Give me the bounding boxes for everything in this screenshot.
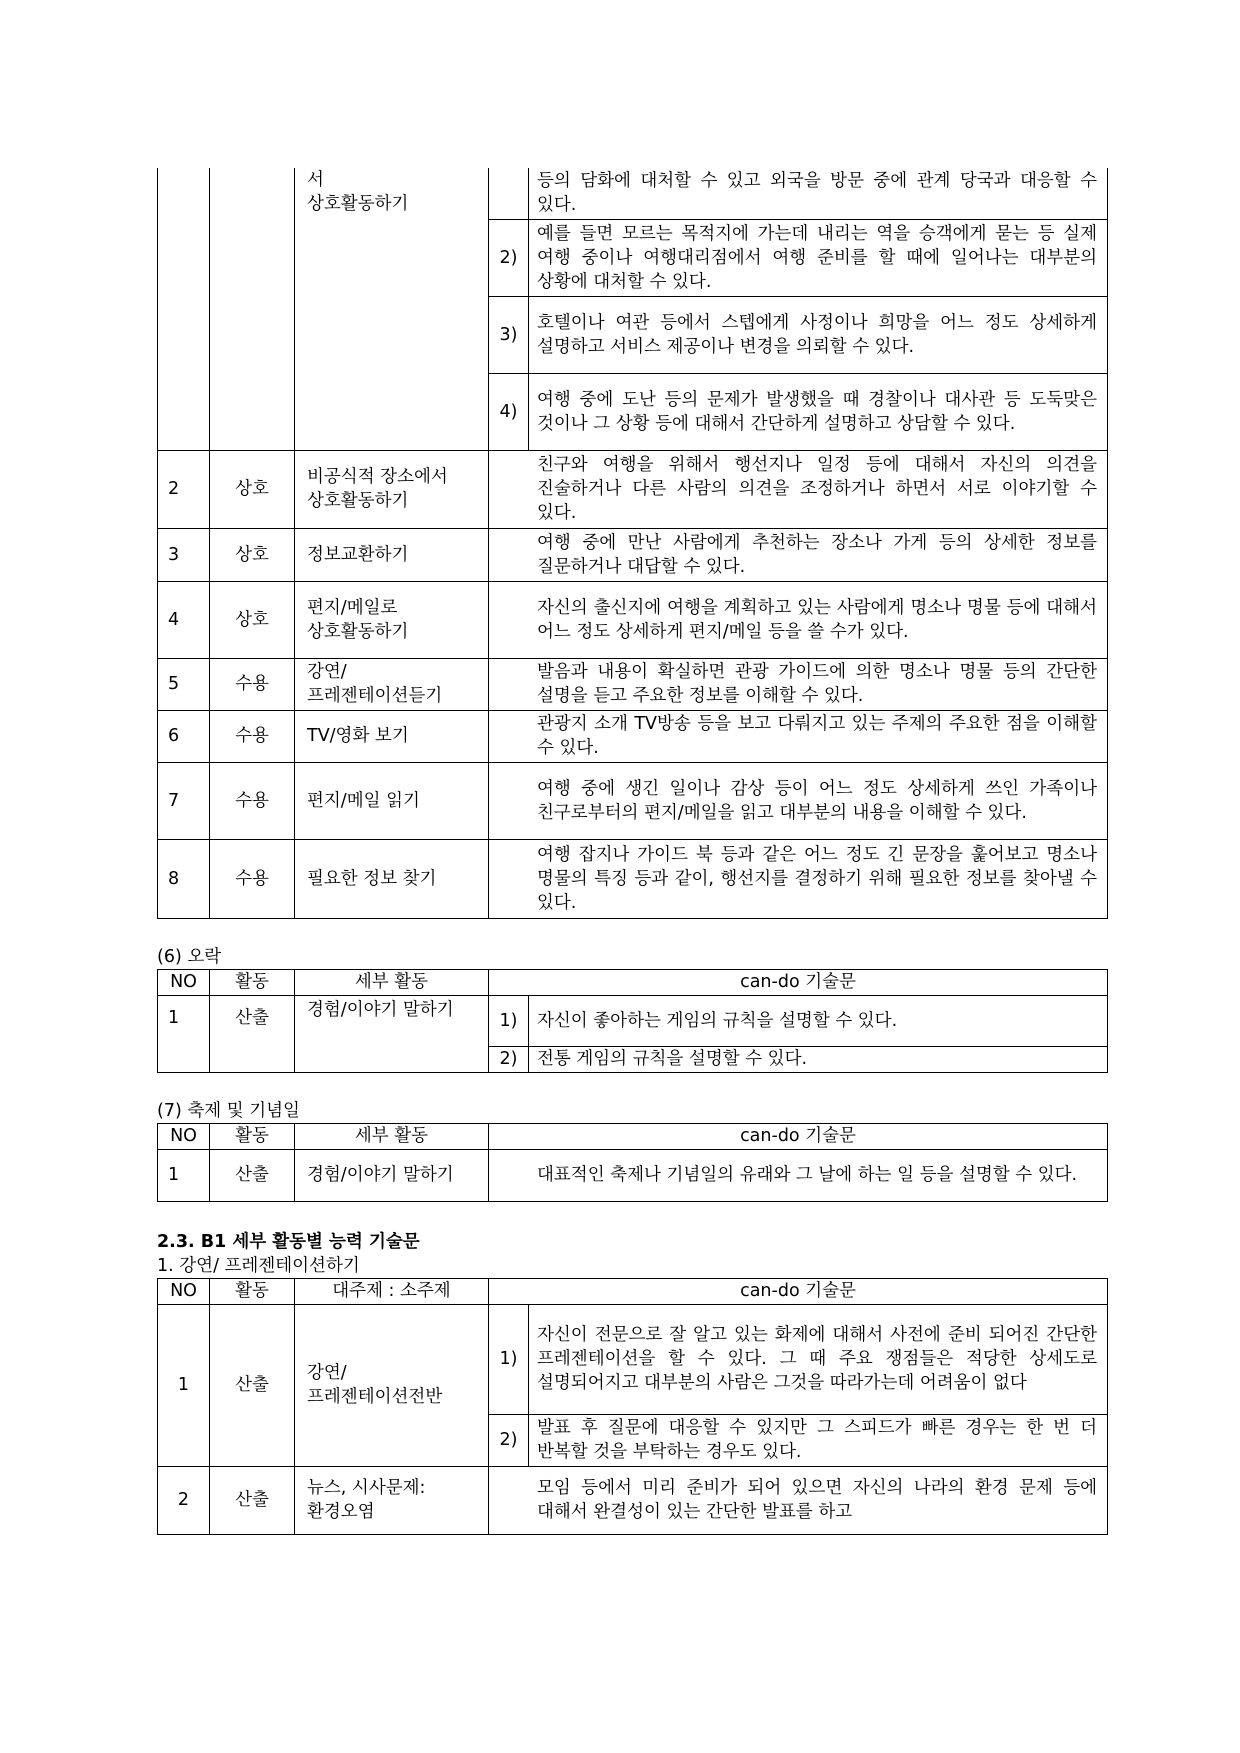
cando-text: 관광지 소개 TV방송 등을 보고 다뤄지고 있는 주제의 주요한 점을 이해할 수 있다.	[489, 710, 1108, 762]
row-sub-activity: 서 상호활동하기	[295, 168, 489, 450]
row-sub-activity: 편지/메일 읽기	[295, 762, 489, 839]
section-7-label: (7) 축제 및 기념일	[157, 1100, 300, 1121]
cando-text: 발표 후 질문에 대응할 수 있지만 그 스피드가 빠른 경우는 한 번 더 반복할 것을 부탁하는 경우도 있다.	[529, 1414, 1108, 1466]
col-header-cando: can-do 기술문	[489, 1278, 1108, 1304]
item-number: 2)	[489, 1414, 529, 1466]
item-number: 2)	[489, 1046, 529, 1072]
row-sub-activity: 비공식적 장소에서 상호활동하기	[295, 450, 489, 528]
row-activity: 상호	[210, 528, 295, 581]
row-no: 8	[158, 839, 210, 918]
row-activity: 산출	[210, 995, 295, 1072]
row-sub-activity: 강연/프레젠테이션듣기	[295, 658, 489, 710]
row-activity: 산출	[210, 1466, 295, 1534]
table-row	[158, 762, 1108, 839]
cando-text: 자신의 출신지에 여행을 계획하고 있는 사람에게 명소나 명물 등에 대해서 어느 정도 상세하게 편지/메일 등을 쓸 수가 있다.	[489, 581, 1108, 658]
col-header-activity: 활동	[210, 1123, 295, 1149]
row-sub-activity: TV/영화 보기	[295, 710, 489, 762]
row-activity: 수용	[210, 710, 295, 762]
col-header-activity: 활동	[210, 969, 295, 995]
row-sub-activity: 정보교환하기	[295, 528, 489, 581]
cando-text: 예를 들면 모르는 목적지에 가는데 내리는 역을 승객에게 묻는 등 실제 여행 중이나 여행대리점에서 여행 준비를 할 때에 일어나는 대부분의 상황에 대처할 수 있다.	[529, 219, 1108, 296]
section-2-3-subheading: 1. 강연/ 프레젠테이션하기	[157, 1255, 360, 1276]
row-activity: 상호	[210, 581, 295, 658]
col-header-cando: can-do 기술문	[489, 1123, 1108, 1149]
row-sub-activity: 편지/메일로 상호활동하기	[295, 581, 489, 658]
row-activity: 산출	[210, 1304, 295, 1466]
col-header-topic: 대주제 : 소주제	[295, 1278, 489, 1304]
section-6-label: (6) 오락	[157, 946, 222, 967]
cando-text: 호텔이나 여관 등에서 스텝에게 사정이나 희망을 어느 정도 상세하게 설명하고 서비스 제공이나 변경을 의뢰할 수 있다.	[529, 296, 1108, 373]
cando-text: 여행 중에 도난 등의 문제가 발생했을 때 경찰이나 대사관 등 도둑맞은 것이나 그 상황 등에 대해서 간단하게 설명하고 상담할 수 있다.	[529, 373, 1108, 450]
table-header-row	[158, 1278, 1108, 1304]
row-no: 1	[158, 1304, 210, 1466]
entertainment-cando-table	[157, 969, 1108, 1073]
cando-text: 여행 잡지나 가이드 북 등과 같은 어느 정도 긴 문장을 훑어보고 명소나 명물의 특징 등과 같이, 행선지를 결정하기 위해 필요한 정보를 찾아낼 수 있다.	[489, 839, 1108, 918]
travel-cando-table	[157, 168, 1108, 919]
cando-text: 자신이 좋아하는 게임의 규칙을 설명할 수 있다.	[529, 995, 1108, 1046]
row-activity: 상호	[210, 450, 295, 528]
row-no: 2	[158, 1466, 210, 1534]
cando-text: 대표적인 축제나 기념일의 유래와 그 날에 하는 일 등을 설명할 수 있다.	[489, 1149, 1108, 1201]
row-activity: 수용	[210, 762, 295, 839]
col-header-cando: can-do 기술문	[489, 969, 1108, 995]
table-row	[158, 1149, 1108, 1201]
cando-text: 전통 게임의 규칙을 설명할 수 있다.	[529, 1046, 1108, 1072]
col-header-sub-activity: 세부 활동	[295, 969, 489, 995]
item-number: 4)	[489, 373, 529, 450]
festival-cando-table	[157, 1123, 1108, 1202]
table-row	[158, 839, 1108, 918]
row-sub-activity: 필요한 정보 찾기	[295, 839, 489, 918]
cando-text: 여행 중에 생긴 일이나 감상 등이 어느 정도 상세하게 쓰인 가족이나 친구로부터의 편지/메일을 읽고 대부분의 내용을 이해할 수 있다.	[489, 762, 1108, 839]
col-header-no: NO	[158, 1123, 210, 1149]
table-row	[158, 528, 1108, 581]
table-row	[158, 168, 1108, 219]
row-no: 7	[158, 762, 210, 839]
item-number: 3)	[489, 296, 529, 373]
row-no: 2	[158, 450, 210, 528]
col-header-sub-activity: 세부 활동	[295, 1123, 489, 1149]
table-header-row	[158, 969, 1108, 995]
cando-text: 친구와 여행을 위해서 행선지나 일정 등에 대해서 자신의 의견을 진술하거나 다른 사람의 의견을 조정하거나 하면서 서로 이야기할 수 있다.	[489, 450, 1108, 528]
row-sub-activity: 뉴스, 시사문제: 환경오염	[295, 1466, 489, 1534]
row-no: 1	[158, 995, 210, 1072]
col-header-no: NO	[158, 969, 210, 995]
cando-text: 모임 등에서 미리 준비가 되어 있으면 자신의 나라의 환경 문제 등에 대해서 완결성이 있는 간단한 발표를 하고	[489, 1466, 1108, 1534]
row-sub-activity: 경험/이야기 말하기	[295, 1149, 489, 1201]
table-header-row	[158, 1123, 1108, 1149]
cando-text: 등의 담화에 대처할 수 있고 외국을 방문 중에 관계 당국과 대응할 수 있다.	[529, 168, 1108, 219]
col-header-activity: 활동	[210, 1278, 295, 1304]
table-row	[158, 710, 1108, 762]
table-row	[158, 1304, 1108, 1414]
section-2-3-heading: 2.3. B1 세부 활동별 능력 기술문	[157, 1231, 420, 1252]
row-no: 5	[158, 658, 210, 710]
col-header-no: NO	[158, 1278, 210, 1304]
row-sub-activity: 경험/이야기 말하기	[295, 995, 489, 1072]
row-activity	[210, 168, 295, 450]
row-sub-activity: 강연/프레젠테이션전반	[295, 1304, 489, 1466]
row-no	[158, 168, 210, 450]
table-row	[158, 1466, 1108, 1534]
cando-text: 발음과 내용이 확실하면 관광 가이드에 의한 명소나 명물 등의 간단한 설명을 듣고 주요한 정보를 이해할 수 있다.	[489, 658, 1108, 710]
table-row	[158, 581, 1108, 658]
row-no: 3	[158, 528, 210, 581]
presentation-cando-table	[157, 1278, 1108, 1535]
item-number: 2)	[489, 219, 529, 296]
row-no: 6	[158, 710, 210, 762]
cando-text: 자신이 전문으로 잘 알고 있는 화제에 대해서 사전에 준비 되어진 간단한 프레젠테이션을 할 수 있다. 그 때 주요 쟁점들은 적당한 상세도로 설명되어지고 대부분의 사람은 그것을 따라가는데 어려움이 없다	[529, 1304, 1108, 1414]
row-no: 1	[158, 1149, 210, 1201]
row-activity: 수용	[210, 839, 295, 918]
row-activity: 수용	[210, 658, 295, 710]
cando-text: 여행 중에 만난 사람에게 추천하는 장소나 가게 등의 상세한 정보를 질문하거나 대답할 수 있다.	[489, 528, 1108, 581]
document-page	[157, 168, 1107, 1535]
item-number	[489, 168, 529, 219]
item-number: 1)	[489, 1304, 529, 1414]
table-row	[158, 995, 1108, 1046]
row-no: 4	[158, 581, 210, 658]
item-number: 1)	[489, 995, 529, 1046]
row-activity: 산출	[210, 1149, 295, 1201]
table-row	[158, 658, 1108, 710]
table-row	[158, 450, 1108, 528]
